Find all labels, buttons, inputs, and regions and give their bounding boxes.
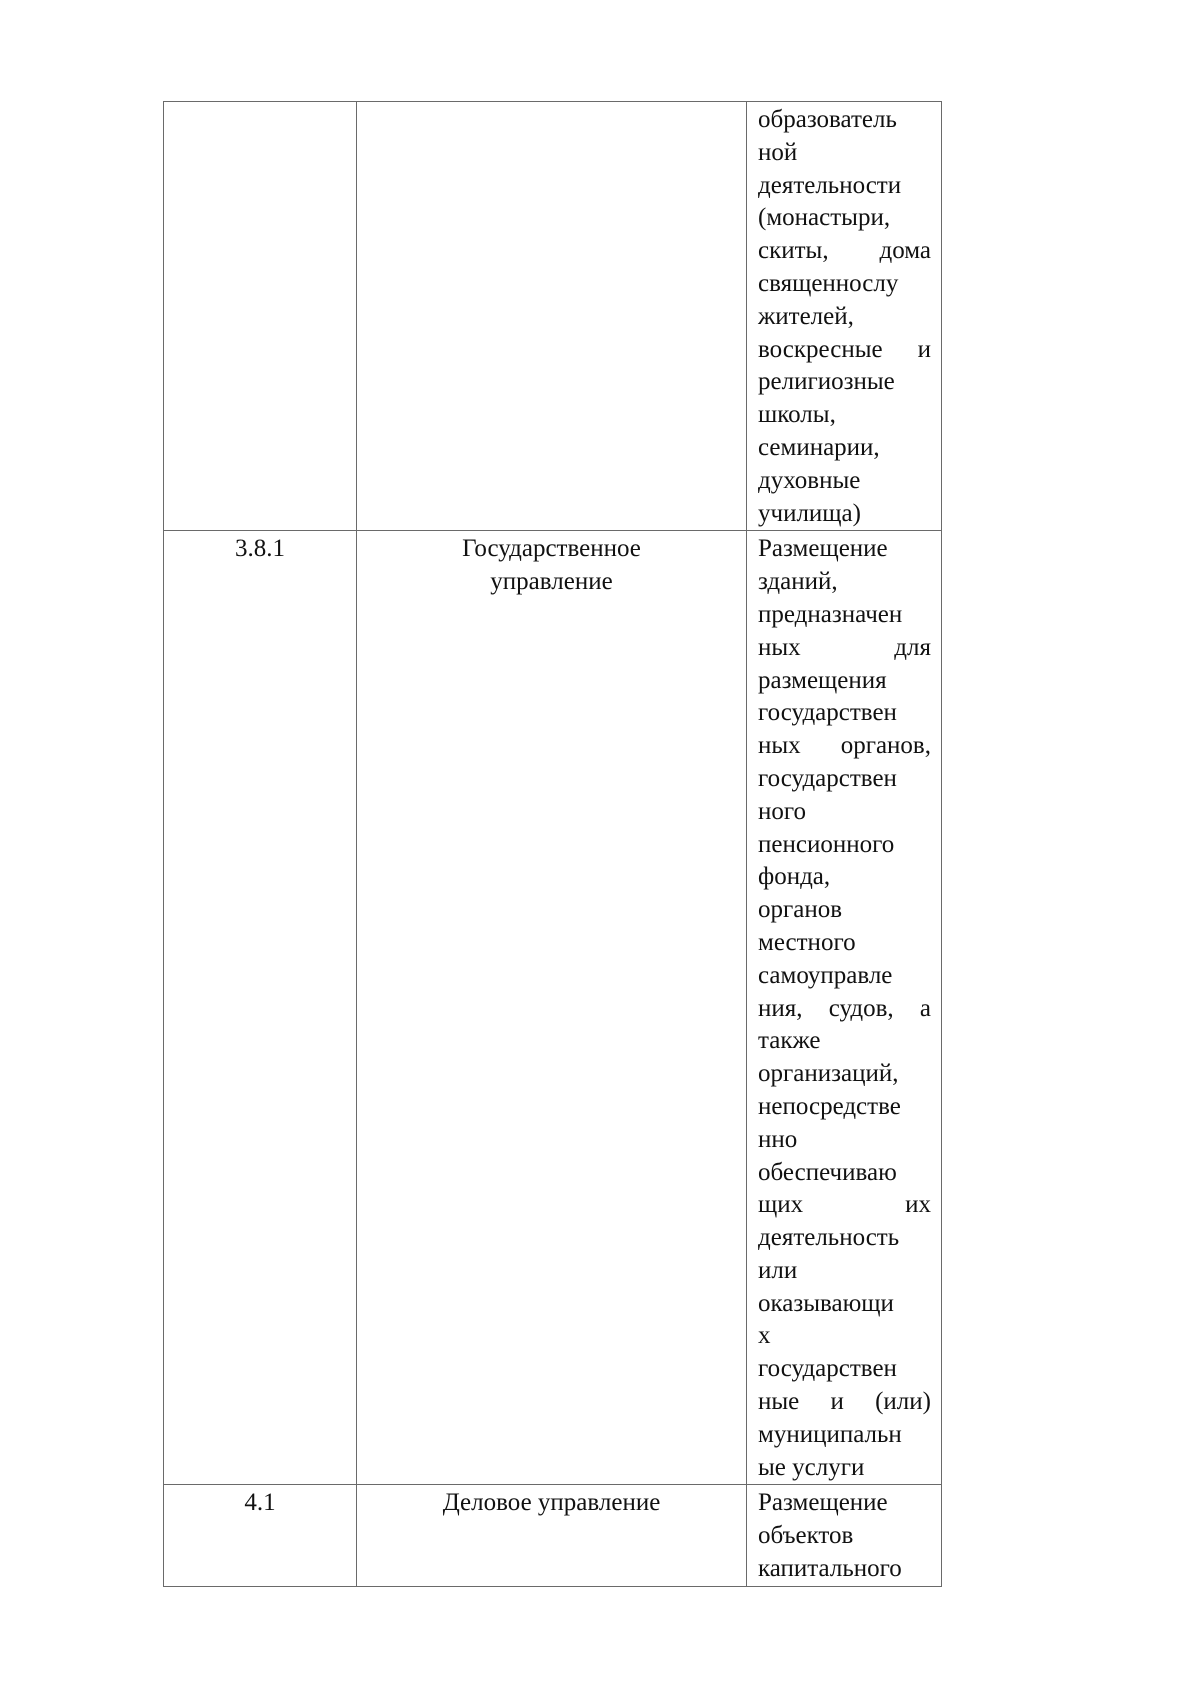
description-line: воскресные и xyxy=(758,335,931,363)
description-line: обеспечиваю xyxy=(758,1158,897,1186)
description-line: щих их xyxy=(758,1191,931,1219)
table-body xyxy=(164,102,942,1587)
description-cell xyxy=(747,102,942,531)
description-line: государствен xyxy=(758,699,897,727)
description-line: муниципальн xyxy=(758,1420,902,1448)
name-text xyxy=(357,1485,746,1520)
name-line: управление xyxy=(490,568,613,596)
description-line: зданий, xyxy=(758,568,838,596)
description-line: местного xyxy=(758,928,856,956)
description-line: семинарии, xyxy=(758,433,880,461)
name-cell xyxy=(357,531,747,1485)
description-line: религиозные xyxy=(758,368,895,396)
description-line: ных органов, xyxy=(758,732,931,760)
description-line: нно xyxy=(758,1125,798,1153)
name-cell xyxy=(357,102,747,531)
description-line: Размещение xyxy=(758,1489,888,1517)
description-line: Размещение xyxy=(758,535,888,563)
description-line: деятельность xyxy=(758,1224,900,1252)
description-line: также xyxy=(758,1027,821,1055)
name-line: Деловое управление xyxy=(442,1489,661,1517)
description-line: х xyxy=(758,1322,771,1350)
description-line: предназначен xyxy=(758,600,903,628)
description-text xyxy=(747,531,941,1484)
code-text: 4.1 xyxy=(244,1489,276,1517)
description-line: государствен xyxy=(758,764,897,792)
description-line: училища) xyxy=(758,499,861,527)
description-line: объектов xyxy=(758,1522,854,1550)
description-cell xyxy=(747,531,942,1485)
description-line: ной xyxy=(758,138,798,166)
description-line: скиты, дома xyxy=(758,237,931,265)
description-text xyxy=(747,1485,941,1585)
table-row xyxy=(164,531,942,1485)
land-use-table xyxy=(163,101,942,1587)
description-line: жителей, xyxy=(758,302,854,330)
description-line: деятельности xyxy=(758,171,902,199)
description-line: пенсионного xyxy=(758,830,895,858)
description-line: оказывающи xyxy=(758,1289,894,1317)
name-text xyxy=(357,531,746,599)
description-line: капитального xyxy=(758,1555,902,1583)
description-line: фонда, xyxy=(758,863,831,891)
description-line: ного xyxy=(758,797,807,825)
name-line: Государственное xyxy=(462,535,641,563)
description-line: образователь xyxy=(758,106,897,133)
code-text xyxy=(164,102,356,104)
description-line: ния, судов, а xyxy=(758,994,931,1022)
table-row xyxy=(164,102,942,531)
description-line: ые услуги xyxy=(758,1453,865,1481)
name-text xyxy=(357,102,746,104)
code-cell xyxy=(164,531,357,1485)
description-line: самоуправле xyxy=(758,961,893,989)
name-cell xyxy=(357,1485,747,1586)
description-line: ные и (или) xyxy=(758,1388,931,1416)
description-line: (монастыри, xyxy=(758,204,891,232)
description-line: государствен xyxy=(758,1355,897,1383)
description-line: духовные xyxy=(758,466,861,494)
description-line: или xyxy=(758,1256,798,1284)
description-line: ных для xyxy=(758,633,931,661)
description-line: органов xyxy=(758,896,843,924)
table-row xyxy=(164,1485,942,1586)
description-line: священнослу xyxy=(758,269,899,297)
description-cell xyxy=(747,1485,942,1586)
code-text: 3.8.1 xyxy=(235,535,285,563)
description-line: школы, xyxy=(758,401,836,429)
code-cell xyxy=(164,1485,357,1586)
description-text xyxy=(747,102,941,530)
description-line: размещения xyxy=(758,666,887,694)
code-cell xyxy=(164,102,357,531)
description-line: организаций, xyxy=(758,1060,899,1088)
description-line: непосредстве xyxy=(758,1092,901,1120)
